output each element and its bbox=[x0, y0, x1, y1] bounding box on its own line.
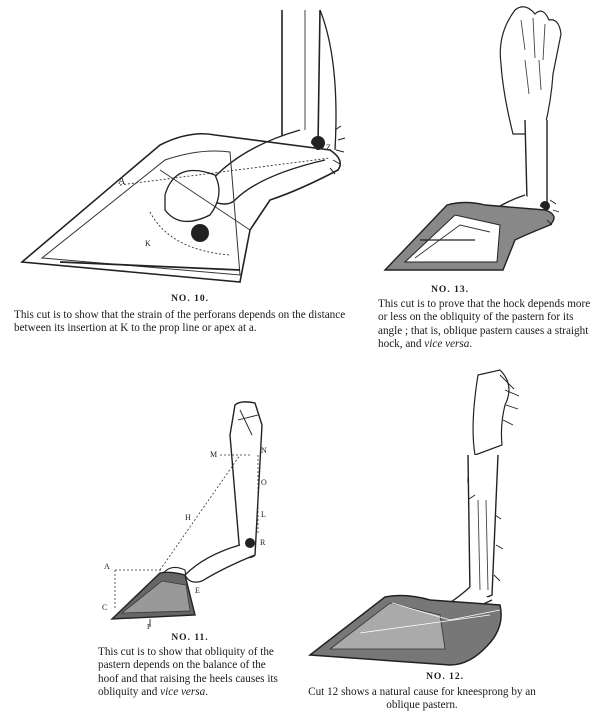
letter-n-11: N bbox=[261, 446, 267, 455]
caption-11 bbox=[98, 646, 288, 700]
letter-a-10: A bbox=[118, 176, 126, 187]
letter-r-11: R bbox=[260, 538, 266, 547]
caption-10: This cut is to show that the strain of the perforans depends on the distance between its insertion at K to the prop line or apex at a. bbox=[14, 309, 346, 335]
figure-label-13: NO. 13. bbox=[431, 285, 469, 295]
caption-13-end: . bbox=[469, 338, 473, 351]
hoof-diagram-10 bbox=[0, 0, 360, 290]
letter-m-11: M bbox=[210, 450, 218, 459]
letter-p-11: P bbox=[147, 623, 151, 630]
caption-11-italic: vice versa bbox=[160, 686, 206, 699]
hoof-diagram-12 bbox=[300, 365, 600, 670]
caption-13-italic: vice versa bbox=[424, 338, 470, 351]
figure-no-13 bbox=[375, 0, 600, 282]
letter-h-11: H bbox=[185, 513, 191, 522]
caption-12: Cut 12 shows a natural cause for kneesprong by an oblique pastern. bbox=[308, 686, 536, 712]
letter-e-11: E bbox=[195, 586, 200, 595]
caption-11-end: . bbox=[205, 686, 208, 699]
figure-label-11: NO. 11. bbox=[171, 633, 209, 643]
figure-no-10 bbox=[0, 0, 360, 290]
letter-a-11: A bbox=[104, 562, 110, 571]
caption-11-text: This cut is to show that obliquity of the pastern depends on the balance of the hoof and that raising the heels causes its obliquity and bbox=[98, 646, 278, 699]
letter-o-11: O bbox=[261, 478, 267, 487]
caption-13-text: This cut is to prove that the hock depends more or less on the obliquity of the pastern for its angle ; that is, oblique pastern causes a straight hock, and bbox=[378, 298, 591, 351]
caption-13 bbox=[378, 298, 596, 352]
hoof-diagram-13 bbox=[375, 0, 600, 282]
figure-label-10: NO. 10. bbox=[171, 294, 209, 304]
figure-no-12 bbox=[300, 365, 600, 670]
figure-label-12: NO. 12. bbox=[426, 672, 464, 682]
letter-k-10: K bbox=[145, 239, 151, 248]
letter-c-11: C bbox=[102, 603, 108, 612]
letter-l-11: L bbox=[261, 510, 266, 519]
hoof-diagram-11 bbox=[90, 395, 300, 630]
letter-z-10: Z bbox=[326, 143, 331, 152]
figure-no-11 bbox=[90, 395, 300, 630]
